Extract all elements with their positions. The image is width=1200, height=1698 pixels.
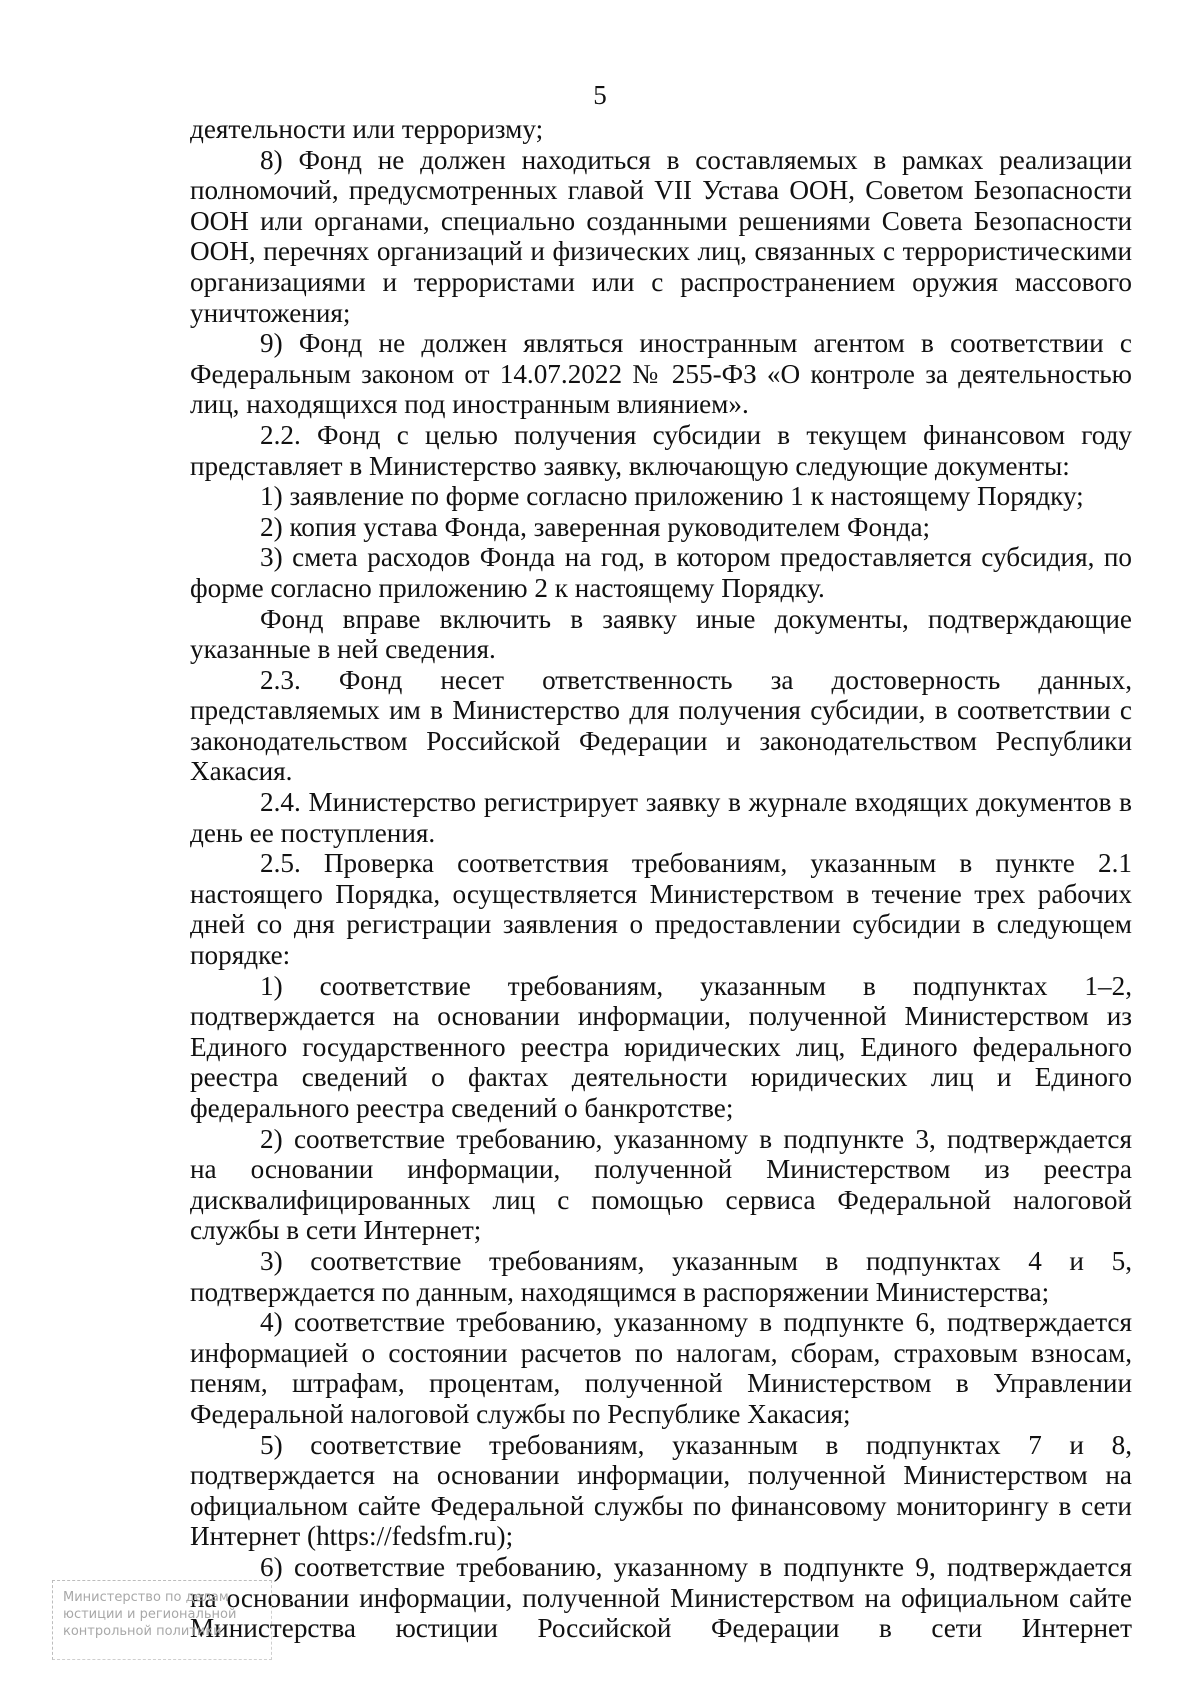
paragraph: 3) смета расходов Фонда на год, в котором предоставляется субсидия, по форме согласно приложению 2 к настоящему Порядку.: [190, 542, 1132, 603]
stamp-line: Министерство по делам: [63, 1590, 229, 1605]
paragraph: 2.5. Проверка соответствия требованиям, указанным в пункте 2.1 настоящего Порядка, осуществляется Министерством в течение трех рабочих дней со дня регистрации заявления о предоставлении субсидии в следующем порядке:: [190, 848, 1132, 971]
paragraph: 2) копия устава Фонда, заверенная руководителем Фонда;: [260, 511, 931, 542]
paragraph: 6) соответствие требованию, указанному в подпункте 9, подтверждается на основании информации, полученной Министерством на официальном сайте Министерства юстиции Российской Федерации в сети Интернет: [190, 1551, 1132, 1644]
paragraph: Фонд вправе включить в заявку иные документы, подтверждающие указанные в ней сведения.: [190, 603, 1132, 665]
paragraph: 2.2. Фонд с целью получения субсидии в текущем финансовом году представляет в Министерство заявку, включающую следующие документы:: [190, 419, 1132, 481]
paragraph: деятельности или терроризму;: [190, 114, 544, 144]
paragraph: 4) соответствие требованию, указанному в подпункте 6, подтверждается информацией о состоянии расчетов по налогам, сборам, страховым взносам, пеням, штрафам, процентам, полученной Министерством в Управлении Федеральной налоговой службы по Республике Хакасия;: [190, 1307, 1132, 1429]
paragraph: 1) заявление по форме согласно приложению 1 к настоящему Порядку;: [260, 481, 1084, 512]
paragraph: 2) соответствие требованию, указанному в подпункте 3, подтверждается на основании информации, полученной Министерством из реестра дисквалифицированных лиц с помощью сервиса Федеральной налоговой службы в сети Интернет;: [190, 1123, 1132, 1246]
paragraph: 9) Фонд не должен являться иностранным агентом в соответствии с Федеральным законом от 14.07.2022 № 255-ФЗ «О контроле за деятельностью лиц, находящихся под иностранным влиянием».: [190, 328, 1132, 420]
paragraph: 5) соответствие требованиям, указанным в подпунктах 7 и 8, подтверждается на основании информации, полученной Министерством на официальном сайте Федеральной службы по финансовому мониторингу в сети Интернет (https://fedsfm.ru);: [190, 1429, 1132, 1552]
document-body: [190, 114, 1132, 1644]
paragraph: 1) соответствие требованиям, указанным в подпунктах 1–2, подтверждается на основании информации, полученной Министерством из Единого государственного реестра юридических лиц, Единого федерального реестра сведений о фактах деятельности юридических лиц и Единого федерального реестра сведений о банкротстве;: [190, 970, 1132, 1123]
registration-stamp: [52, 1580, 272, 1660]
stamp-line: контрольной политики: [63, 1624, 222, 1639]
page-number: 5: [593, 80, 607, 110]
paragraph: 3) соответствие требованиям, указанным в подпунктах 4 и 5, подтверждается по данным, находящимся в распоряжении Министерства;: [190, 1245, 1132, 1307]
paragraph: 2.3. Фонд несет ответственность за достоверность данных, представляемых им в Министерство для получения субсидии, в соответствии с законодательством Российской Федерации и законодательством Республики Хакасия.: [190, 664, 1132, 787]
paragraph: 8) Фонд не должен находиться в составляемых в рамках реализации полномочий, предусмотренных главой VII Устава ООН, Советом Безопасности ООН или органами, специально созданными решениями Совета Безопасности ООН, перечнях организаций и физических лиц, связанных с террористическими организациями и террористами или с распространением оружия массового уничтожения;: [190, 144, 1132, 328]
stamp-line: юстиции и региональной: [63, 1607, 237, 1622]
paragraph: 2.4. Министерство регистрирует заявку в журнале входящих документов в день ее поступления.: [190, 787, 1132, 848]
